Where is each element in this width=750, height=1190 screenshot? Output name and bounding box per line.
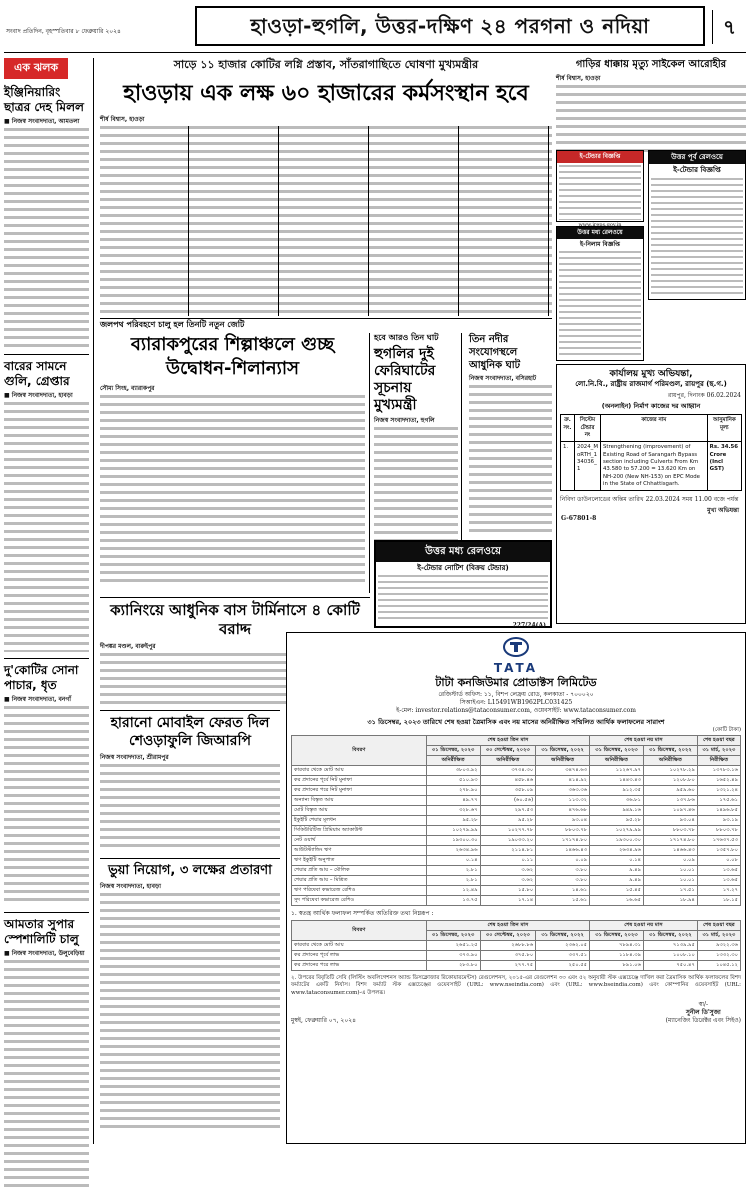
story-byline: নিজস্ব সংবাদদাতা, হাবড়া [100, 883, 161, 890]
table-cell: ১০.০১ [643, 865, 697, 875]
column-date: ৩১ ডিসেম্বর, ২০২৩ [590, 930, 644, 940]
table-cell: ১৬৫২.৪৯ [697, 775, 740, 785]
column-date: ৩১ ডিসেম্বর, ২০২৩ [590, 745, 644, 755]
lead-subhead-wrap [100, 318, 552, 330]
pwd-date: রায়পুর, দিনাংক 06.02.2024 [668, 391, 741, 399]
lead-body-text [100, 126, 552, 316]
story-byline: নিজস্ব সংবাদদাতা, হুগলি [374, 416, 435, 424]
table-cell: ৩৬.৮১ [590, 795, 644, 805]
brief-byline: ■ নিজস্ব সংবাদদাতা, উলুবেড়িয়া [4, 950, 85, 958]
row-label: কারবার থেকে মোট আয় [292, 940, 427, 950]
brief-byline: ■ নিজস্ব সংবাদদাতা, আমতলা [4, 117, 80, 125]
table-cell: ১৩.৭৫ [426, 895, 480, 905]
table-cell: ১৩.৬৫ [697, 865, 740, 875]
pwd-office: কার্যালয় মুখ্য অভিযন্তা, [609, 369, 693, 379]
story-fraud [100, 858, 280, 1144]
row-label: ঋণ ইকুইটি অনুপাত [292, 855, 427, 865]
table-row [292, 875, 741, 885]
table-cell: ১২.৪৯ [426, 885, 480, 895]
tata-unit: (কোটি টাকা) [712, 727, 741, 734]
table-cell: ১৭১৭৪.৮০ [536, 835, 590, 845]
tender-col-header: আনুমানিক মূল্য [707, 415, 741, 442]
table-cell: ৯.৪৯ [590, 865, 644, 875]
column-status: অনিরীক্ষিত [480, 755, 536, 765]
table-cell: ২৬৫১.২৫ [426, 940, 480, 950]
brief-body [4, 128, 89, 348]
table-cell: ১০.০১ [643, 875, 697, 885]
table-cell: ৩৪৭৪.৬৩ [536, 765, 590, 775]
table-cell: ১০২৭৯.৯৯ [590, 825, 644, 835]
tender-col-header: ক্র. সং. [561, 415, 575, 442]
tender-col-header: সিস্টেম টেন্ডার নং [574, 415, 600, 442]
col-group: শেষ হওয়া বছর [697, 920, 740, 930]
ner-org: উত্তর পূর্ব রেলওয়ে [649, 151, 745, 164]
table-row [292, 940, 741, 950]
story-body [556, 85, 746, 157]
pwd-title: (অনলাইন) নির্মাণ কাজের দর আহ্বান [601, 401, 701, 410]
table-cell: ১৬.৬৫ [590, 895, 644, 905]
table-cell: ৩৭৩.৯০ [426, 950, 480, 960]
table-cell: ১৭.৫১ [643, 885, 697, 895]
row-label: সুদ পরিষেবা কভারেজ রেশিও [292, 895, 427, 905]
story-barrackpore [100, 333, 370, 593]
table-cell: ১৫.৮০ [480, 885, 536, 895]
table-cell: ১৭.১৪ [480, 895, 536, 905]
table-cell: ৩৭৫.৮০ [480, 950, 536, 960]
small-ad [556, 150, 644, 222]
ncr-sale-ad [374, 540, 552, 628]
briefs-column [4, 58, 94, 1144]
table-cell: ৪৭৬.৬৮ [536, 805, 590, 815]
story-byline: নিজস্ব সংবাদদাতা, বসিরহাট [469, 375, 537, 382]
pwd-footer: নিবিদা ডাউনলোডের অন্তিম তারিখ 22.03.2024 সময় 11.00 বজে পর্যন্ত [560, 496, 739, 504]
column-status: অনিরীক্ষিত [426, 755, 480, 765]
table-cell: ৯৩.১৯ [697, 815, 740, 825]
story-headline: ভুয়া নিয়োগ, ৩ লক্ষের প্রতারণা [108, 863, 272, 878]
story-body [100, 893, 280, 1133]
col-group: শেষ হওয়া নয় মাস [590, 920, 698, 930]
table-cell: ১৮.১৫ [697, 895, 740, 905]
table-cell: ৯৫.২৮ [590, 815, 644, 825]
lead-headline: হাওড়ায় এক লক্ষ ৬০ হাজারের কর্মসংস্থান হবে [123, 81, 529, 106]
ncr-auction-ad [556, 226, 644, 361]
row-label: ইকুইটি শেয়ার মূলধন [292, 815, 427, 825]
table-cell: ১৪.৬১ [536, 885, 590, 895]
table-cell: ১০০৮.১০ [643, 950, 697, 960]
table-row [292, 825, 741, 835]
table-cell: ৩৮০৩.৯২ [426, 765, 480, 775]
pwd-ref: G-67801-8 [561, 515, 597, 523]
table-cell: ১৯৩০০.৩০ [590, 835, 644, 845]
lead-body [100, 116, 552, 316]
row-label: মোট বিস্তৃত আয় [292, 805, 427, 815]
row-label: কারবার থেকে মোট আয় [292, 765, 427, 775]
tata-sign-prefix: স্বা/- [698, 1001, 709, 1009]
lead-kicker: সাড়ে ১১ হাজার কোটির লগ্নি প্রস্তাব, সাঁতরাগাছিতে ঘোষণা মুখ্যমন্ত্রীর [173, 58, 479, 71]
table-cell: ৮৯১.০৬ [590, 960, 644, 970]
table-cell: ৮৮০৩.৭৮ [697, 825, 740, 835]
tata-note2: ২. উপরের বিবৃতিটি সেবি (লিস্টিং অবলিগেশনস অ্যান্ড ডিসক্লোজার রিকোয়ারমেন্টস) রেগুলেশনস, ২০১৫-এর রেগুলেশন ৩৩ এবং ৫২ অনুযায়ী স্টক এক্সচেঞ্জে দাখিল করা ত্রৈমাসিক আর্থিক ফলাফলের বিশদ ফর্ম্যাটের একটি নির্যাস। বিশদ ফর্ম্যাট স্টক এক্সচেঞ্জের ওয়েবসাইট (URL: www.nseindia.com) এবং (URL: www.bseindia.com) এবং কোম্পানির ওয়েবসাইট (URL: www.tataconsumer.com)-এ উপলব্ধ। [291, 974, 741, 996]
lead-headline-wrap [100, 76, 552, 116]
tata-logo-icon [503, 637, 529, 657]
story-byline: নিজস্ব সংবাদদাতা, শ্রীরামপুর [100, 754, 169, 761]
column-date: ৩০ সেপ্টেম্বর, ২০২৩ [480, 745, 536, 755]
table-cell: ১৭১৭৪.৮০ [643, 835, 697, 845]
table-cell: ১১৩.৩২ [536, 795, 590, 805]
table-cell: ১৪৪৩.৪৩ [590, 775, 644, 785]
accident-story [556, 58, 746, 148]
table-cell: ৮৮০৩.৭৮ [536, 825, 590, 835]
table-cell: ৪৯.৭৭ [426, 795, 480, 805]
column-date: ৩১ ডিসেম্বর, ২০২২ [536, 745, 590, 755]
pwd-tender-table [560, 414, 742, 491]
table-cell: ১২০৮.৮০ [643, 775, 697, 785]
table-cell: ২৬৮৮.৮৬ [480, 940, 536, 950]
row-label: শেয়ার প্রতি আয় – মৌলিক [292, 865, 427, 875]
column-date: ৩১ মার্চ, ২০২৩ [697, 745, 740, 755]
table-cell: ১৪৯৬.৮৫ [697, 805, 740, 815]
ncr-sale-title: ই-টেন্ডার নোটিশ (বিক্রয় টেন্ডার) [417, 563, 509, 572]
lead-byline: শীর্ষ বিশ্বাস, হাওড়া [100, 116, 145, 123]
table-cell: ১৯৩০০.৩০ [426, 835, 480, 845]
table-cell: ৯.৪৯ [590, 875, 644, 885]
row-label: কর প্রদানের পরে লাভ [292, 960, 427, 970]
story-ghat-block [466, 333, 552, 533]
column-status: অনিরীক্ষিত [536, 755, 590, 765]
col-group: শেষ হওয়া নয় মাস [590, 735, 698, 745]
column-status: নিরীক্ষিত [697, 755, 740, 765]
ncr-sale-body [378, 575, 548, 620]
table-cell: ১৩৩২.৩০ [697, 950, 740, 960]
row-label: সিকিউরিটিজ প্রিমিয়াম অ্যাকাউন্ট [292, 825, 427, 835]
table-row [292, 835, 741, 845]
ner-title: ই-টেন্ডার বিজ্ঞপ্তি [673, 166, 721, 175]
table-row [292, 885, 741, 895]
table-cell: ৯১২.৩৫ [590, 785, 644, 795]
table-cell: ১৫.৬১ [536, 895, 590, 905]
table-cell: ০.১৪ [426, 855, 480, 865]
column-date: ৩০ সেপ্টেম্বর, ২০২৩ [480, 930, 536, 940]
table-cell: ৯৫.২৮ [480, 815, 536, 825]
table-cell: ২৬৩৪.৯৬ [590, 845, 644, 855]
col-group: শেষ হওয়া তিন মাস [426, 920, 589, 930]
col-group: শেষ হওয়া বছর [697, 735, 740, 745]
tata-designation: (ম্যানেজিং ডিরেক্টর এবং সিইও) [665, 1017, 741, 1025]
table-cell: ১৪৬৬.৪৩ [643, 845, 697, 855]
table-cell: (৬০.৫৬) [480, 795, 536, 805]
table-row [292, 855, 741, 865]
page-header [0, 0, 750, 50]
table-cell: ৪১৪.৯২ [536, 775, 590, 785]
tender-cost: Rs. 34.56 Crore (Incl GST) [707, 442, 741, 491]
row-label: নেট ওয়ার্থ [292, 835, 427, 845]
table-cell: ১১২৬৭.৯৭ [590, 765, 644, 775]
small-ad-body [559, 165, 641, 220]
column-status: অনিরীক্ষিত [643, 755, 697, 765]
tata-signatory: সুনীল ডি'সুজা [685, 1009, 721, 1017]
table-cell: ১৩৭.৮৬ [643, 795, 697, 805]
table-cell: ১০৪৫.১২ [697, 960, 740, 970]
ncr-title: ই-নিলাম বিজ্ঞপ্তি [580, 241, 620, 249]
story-headline: হারানো মোবাইল ফেরত দিল শেওড়াফুলি জিআরপি [110, 715, 270, 749]
column-date: ৩১ ডিসেম্বর, ২০২২ [643, 930, 697, 940]
story-body [469, 385, 552, 535]
col-header: বিবরণ [292, 735, 427, 765]
table-row [292, 895, 741, 905]
table-cell: ১১৮৪.৩৯ [590, 950, 644, 960]
table-cell: ৩.৬২ [480, 875, 536, 885]
table-row [292, 950, 741, 960]
table-cell: ৩৩৭.৫১ [536, 950, 590, 960]
row-label: কর প্রদানের পূর্বে লাভ [292, 950, 427, 960]
table-cell: ২৫০.৫৫ [536, 960, 590, 970]
table-cell: ১৪৬৬.৪৩ [536, 845, 590, 855]
table-cell: ২১১৪.৮১ [480, 845, 536, 855]
table-cell: ৯৪৯.১৬ [590, 805, 644, 815]
table-cell: ২.৮১ [426, 865, 480, 875]
table-cell: ৯৫৯.৬০ [643, 785, 697, 795]
tata-results-ad: TATA টাটা কনজিউমার প্রোডাক্টস লিমিটেড রেজিস্টার্ড অফিস: ১১, বিশপ লেফ্রয় রোড, কলকাতা - ৭০০০২০ সিআইএন: L15491WB1962PLC031425 ই-মেল: investor.relations@tataconsumer.com, ওয়েবসাইট: www.tataconsumer.com ৩১ ডিসেম্বর, ২০২৩ তারিখে শেষ হওয়া ত্রৈমাসিক এবং নয় মাসের অনিরীক্ষিত সম্মিলিত আর্থিক ফলাফলের সারাংশ (কোটি টাকা) বিবরণ শেষ হওয়া তিন মাস শেষ হওয়া নয় মাস শেষ হওয়া বছর ৩১ ডিসেম্বর, ২০২৩ ৩০ সেপ্টেম্বর, ২০২৩ ৩১ ডিসেম্বর, ২০২২ ৩১ ডিসেম্বর, ২০২৩ ৩১ ডিসেম্বর, ২০২২ ৩১ মার্চ, ২০২৩ অনিরীক্ষিত অনিরীক্ষিত অনিরীক্ষিত অনিরীক্ষিত অনিরীক্ষিত নিরীক্ষিত কারবার থেকে মোট আয় ৩৮০৩.৯২ ৩৭৩৪.৩০ ৩৪৭৪.৬৩ ১১২৬৭.৯৭ ১০২৭৮.২৯ ১৩৭৮৩.১৬ কর প্রদানের পূর্বে নিট মুনাফা ৫১০.৯৩ ৪৫৮.৪৬ ৪১৪.৯২ ১৪৪৩.৪৩ ১২০৮.৮০ ১৬৫২.৪৯ কর প্রদানের পরে নিট মুনাফা ২৭৮.৯০ ৩৫৮.০৯ ৩৬৩.৩৬ ৯১২.৩৫ ৯৫৯.৬০ ১৩২১.২৪ অন্যান্য বিস্তৃত আয় ৪৯.৭৭ (৬০.৫৬) ১১৩.৩২ ৩৬.৮১ ১৩৭.৮৬ ১৭৫.৬১ মোট বিস্তৃত আয় ৩২৮.৬৭ ২৯৭.৫৩ ৪৭৬.৬৮ ৯৪৯.১৬ ১০৯৭.৪৬ ১৪৯৬.৮৫ ইকুইটি শেয়ার মূলধন ৯৫.২৮ ৯৫.২৮ ৯৩.০৪ ৯৫.২৮ ৯৩.০৪ ৯৩.১৯ সিকিউরিটিজ প্রিমিয়াম অ্যাকাউন্ট ১০২৭৯.৯৯ ১০২৭৭.৭৮ ৮৮০৩.৭৮ ১০২৭৯.৯৯ ৮৮০৩.৭৮ ৮৮০৩.৭৮ নেট ওয়ার্থ ১৯৩০০.৩০ ১৯০৩৩.২০ ১৭১৭৪.৮০ ১৯৩০০.৩০ ১৭১৭৪.৮০ ১৭৬৩৭.৫৩ আউটস্ট্যান্ডিং ঋণ ২৬৩৪.৯৬ ২১১৪.৮১ ১৪৬৬.৪৩ ২৬৩৪.৯৬ ১৪৬৬.৪৩ ১৩৫৭.৮০ ঋণ ইকুইটি অনুপাত ০.১৪ ০.১১ ০.০৯ ০.১৪ ০.০৯ ০.০৮ শেয়ার প্রতি আয় – মৌলিক ২.৮১ ৩.৬২ ৩.৮০ ৯.৪৯ ১০.০১ ১৩.৬৫ শেয়ার প্রতি আয় – মিশ্রিত ২.৮১ ৩.৬২ ৩.৮০ ৯.৪৯ ১০.০১ ১৩.৬৫ ঋণ পরিষেবা কভারেজ রেশিও ১২.৪৯ ১৫.৮০ ১৪.৬১ ১৫.৪৫ ১৭.৫১ ১৭.২৭ সুদ পরিষেবা কভারেজ রেশিও ১৩.৭৫ ১৭.১৪ ১৫.৬১ ১৬.৬৫ ১৮.৯৪ ১৮.১৫ ১. স্বতন্ত্র আর্থিক ফলাফল সম্পর্কিত অতিরিক্ত তথ্য নিম্নরূপ : বিবরণ শেষ হওয়া তিন মাস শেষ হওয়া নয় মাস শেষ হওয়া বছর ৩১ ডিসেম্বর, ২০২৩ ৩০ সেপ্টেম্বর, ২০২৩ ৩১ ডিসেম্বর, ২০২২ ৩১ ডিসেম্বর, ২০২৩ ৩১ ডিসেম্বর, ২০২২ ৩১ মার্চ, ২০২৩ কারবার থেকে মোট আয় ২৬৫১.২৫ ২৬৮৮.৮৬ ২৩৬২.০৫ ৭৮৯৪.৩১ ৭১৩৯.৯৫ ৯৩২২.৩৬ কর প্রদানের পূর্বে লাভ ৩৭৩.৯০ ৩৭৫.৮০ ৩৩৭.৫১ ১১৮৪.৩৯ ১০০৮.১০ ১৩৩২.৩০ কর প্রদানের পরে লাভ ২৮৩.৮০ ২৭৭.৭৫ ২৫০.৫৫ ৮৯১.০৬ ৭৫০.৪৭ ১০৪৫.১২ ২. উপরের বিবৃতিটি সেবি (লিস্টিং অবলিগেশনস অ্যান্ড ডিসক্লোজার রিকোয়ারমেন্টস) রেগুলেশনস, ২০১৫-এর রেগুলেশন ৩৩ এবং ৫২ অনুযায়ী স্টক এক্সচেঞ্জে দাখিল করা ত্রৈমাসিক আর্থিক ফলাফলের বিশদ ফর্ম্যাটের একটি নির্যাস। বিশদ ফর্ম্যাট স্টক এক্সচেঞ্জের ওয়েবসাইট (URL: www.nseindia.com) এবং (URL: www.bseindia.com) এবং কোম্পানির ওয়েবসাইট (URL: www.tataconsumer.com)-এ উপলব্ধ। মুম্বই, ফেব্রুয়ারি ০৭, ২০২৪ স্বা/- সুনীল ডি'সুজা (ম্যানেজিং ডিরেক্টর এবং সিইও) [286, 632, 746, 1144]
story-kicker: হবে আরও তিন ঘাট [374, 333, 439, 342]
tata-result-title: ৩১ ডিসেম্বর, ২০২৩ তারিখে শেষ হওয়া ত্রৈমাসিক এবং নয় মাসের অনিরীক্ষিত সম্মিলিত আর্থিক ফলাফলের সারাংশ [367, 718, 665, 727]
table-row [292, 765, 741, 775]
table-cell: ৩.৬২ [480, 865, 536, 875]
tata-address: রেজিস্টার্ড অফিস: ১১, বিশপ লেফ্রয় রোড, কলকাতা - ৭০০০২০ [438, 691, 594, 699]
table-cell: ২৭৮.৯০ [426, 785, 480, 795]
table-cell: ৫১০.৯৩ [426, 775, 480, 785]
table-cell: ১৩.৬৫ [697, 875, 740, 885]
story-body [100, 395, 365, 585]
table-cell: ১০২৭৮.২৯ [643, 765, 697, 775]
row-label: আউটস্ট্যান্ডিং ঋণ [292, 845, 427, 855]
column-date: ৩১ ডিসেম্বর, ২০২৩ [426, 745, 480, 755]
story-headline: ব্যারাকপুরের শিল্পাঞ্চলে গুচ্ছ উদ্বোধন-শিলান্যাস [130, 334, 335, 379]
briefs-kicker: এক ঝলক [4, 58, 68, 79]
row-label: কর প্রদানের পূর্বে নিট মুনাফা [292, 775, 427, 785]
table-cell: ১৭৬৩৭.৫৩ [697, 835, 740, 845]
table-cell: ০.০৯ [643, 855, 697, 865]
ncr-body [559, 251, 641, 356]
table-row [292, 845, 741, 855]
table-cell: ০.১৪ [590, 855, 644, 865]
brief-title: বারের সামনে গুলি, গ্রেপ্তার [4, 354, 89, 389]
brief-byline: ■ নিজস্ব সংবাদদাতা, বনগাঁ [4, 696, 72, 704]
brief-body [4, 960, 89, 1190]
table-cell: ৩.৮০ [536, 865, 590, 875]
story-headline: হুগলির দুই ফেরিঘাটের সূচনায় মুখ্যমন্ত্রী [374, 345, 436, 413]
lead-kicker-wrap [100, 58, 552, 78]
table-cell: ১৭.২৭ [697, 885, 740, 895]
brief-title: দু'কোটির সোনা পাচার, ধৃত [4, 658, 89, 693]
table-cell: ৭১৩৯.৯৫ [643, 940, 697, 950]
table-row [292, 795, 741, 805]
brief-title: ইঞ্জিনিয়ারিং ছাত্রর দেহ মিলল [4, 84, 84, 114]
table-row [292, 865, 741, 875]
column-date: ৩১ মার্চ, ২০২৩ [697, 930, 740, 940]
table-cell: ২.৮১ [426, 875, 480, 885]
table-row [292, 775, 741, 785]
table-cell: ৩৭৩৪.৩০ [480, 765, 536, 775]
tata-cin: সিআইএন: L15491WB1962PLC031425 [459, 699, 573, 707]
table-cell: ১৩৭৮৩.১৬ [697, 765, 740, 775]
story-headline: তিন নদীর সংযোগস্থলে আধুনিক ঘাট [469, 334, 521, 371]
column-date: ৩১ ডিসেম্বর, ২০২২ [643, 745, 697, 755]
table-cell: ০.১১ [480, 855, 536, 865]
tender-sl: 1. [561, 442, 575, 491]
table-cell: ২৬৩৪.৯৬ [426, 845, 480, 855]
story-headline: ক্যানিংয়ে আধুনিক বাস টার্মিনাসে ৪ কোটি বরাদ্দ [110, 601, 360, 638]
row-label: ঋণ পরিষেবা কভারেজ রেশিও [292, 885, 427, 895]
table-cell: ২৭৭.৭৫ [480, 960, 536, 970]
page-number: ৭ [712, 10, 746, 44]
table-cell: ২৩৬২.০৫ [536, 940, 590, 950]
brief-byline: ■ নিজস্ব সংবাদদাতা, হাবড়া [4, 391, 73, 399]
tata-note1: ১. স্বতন্ত্র আর্থিক ফলাফল সম্পর্কিত অতিরিক্ত তথ্য নিম্নরূপ : [291, 909, 434, 917]
tata-results-table [291, 735, 741, 906]
table-cell: ৪৫৮.৪৬ [480, 775, 536, 785]
story-byline: দীপঙ্কর মণ্ডল, বারুইপুর [100, 643, 156, 650]
tata-company: টাটা কনজিউমার প্রোডাক্টস লিমিটেড [435, 676, 597, 690]
tata-website: ওয়েবসাইট: www.tataconsumer.com [533, 707, 636, 715]
brief-body [4, 706, 89, 906]
table-cell: ১৫.৪৫ [590, 885, 644, 895]
table-cell: ২৯৭.৫৩ [480, 805, 536, 815]
tata-brand: TATA [493, 661, 539, 676]
tender-col-header: কাজের নাম [601, 415, 708, 442]
table-cell: ৯৩.০৪ [643, 815, 697, 825]
table-cell: ১০৯৭.৪৬ [643, 805, 697, 815]
row-label: অন্যান্য বিস্তৃত আয় [292, 795, 427, 805]
table-cell: ৩৬৩.৩৬ [536, 785, 590, 795]
ncr-sale-ref: 227/24(A) [512, 621, 546, 629]
table-row [292, 815, 741, 825]
table-cell: ১০২৭৭.৭৮ [480, 825, 536, 835]
tender-work: Strengthening (improvement) of Existing Road of Sarangarh Bypass section including Culverts From Km 43.580 to 57.200 = 13.620 Km on NH-200 (New NH-153) on EPC Mode in the State of Chhattisgarh. [601, 442, 708, 491]
section-title: হাওড়া-হুগলি, উত্তর-দক্ষিণ ২৪ পরগনা ও নদিয়া [250, 13, 650, 38]
row-label: কর প্রদানের পরে নিট মুনাফা [292, 785, 427, 795]
table-cell: ৯৫.২৮ [426, 815, 480, 825]
table-cell: ০.০৮ [697, 855, 740, 865]
table-cell: ৯৩২২.৩৬ [697, 940, 740, 950]
table-cell: ৭৫০.৪৭ [643, 960, 697, 970]
story-byline: শীর্ষ বিশ্বাস, হাওড়া [556, 74, 601, 82]
table-cell: ১০২৭৯.৯৯ [426, 825, 480, 835]
story-byline: সৌম্য সিংহ, ব্যারাকপুর [100, 385, 155, 392]
table-cell: ০.০৯ [536, 855, 590, 865]
table-cell: ১৩৫৭.৮০ [697, 845, 740, 855]
date-line: সংবাদ প্রতিদিন, বৃহস্পতিবার ৮ ফেব্রুয়ারি ২০২৪ [6, 28, 121, 35]
table-cell: ১৩২১.২৪ [697, 785, 740, 795]
pwd-signature: মুখ্য অভিযন্তা [707, 507, 739, 515]
table-cell: ৩.৮০ [536, 875, 590, 885]
col-header: বিবরণ [292, 920, 427, 940]
tata-place-date: মুম্বই, ফেব্রুয়ারি ০৭, ২০২৪ [291, 1017, 357, 1025]
table-cell: ৮৮০৩.৭৮ [643, 825, 697, 835]
table-cell: ১৭৫.৬১ [697, 795, 740, 805]
table-row [292, 805, 741, 815]
column-date: ৩১ ডিসেম্বর, ২০২২ [536, 930, 590, 940]
table-cell: ৭৮৯৪.৩১ [590, 940, 644, 950]
brief-title: আমতার সুপার স্পেশালিটি চালু [4, 912, 89, 947]
row-label: শেয়ার প্রতি আয় – মিশ্রিত [292, 875, 427, 885]
lead-subhead: জলপথ পরিবহণে চালু হল তিনটি নতুন জেটি [100, 320, 245, 329]
section-masthead [195, 6, 705, 46]
table-cell: ৩২৮.৬৭ [426, 805, 480, 815]
pwd-office2: লো.নি.বি., রাষ্ট্রীয় রাজমার্গ পরিমণ্ডল, রায়পুর (ছ.গ.) [575, 380, 727, 389]
small-ad-title: ই-টেন্ডার বিজ্ঞপ্তি [557, 151, 643, 163]
story-mobile [100, 710, 280, 855]
story-body [100, 764, 280, 849]
ncr-sale-org: উত্তর মধ্য রেলওয়ে [376, 542, 550, 562]
ncr-org: উত্তর মধ্য রেলওয়ে [557, 227, 643, 239]
tata-email: ই-মেল: investor.relations@tataconsumer.com [396, 707, 530, 715]
story-headline: গাড়ির ধাক্কায় মৃত্যু সাইকেল আরোহীর [575, 59, 727, 70]
brief-body [4, 402, 89, 652]
tender-no: 2024_MoRTH_134036_1 [574, 442, 600, 491]
table-cell: ৯৩.০৪ [536, 815, 590, 825]
ner-tender-ad [648, 150, 746, 300]
tata-standalone-table [291, 920, 741, 971]
table-cell: ২৮৩.৮০ [426, 960, 480, 970]
table-cell: ১৯০৩৩.২০ [480, 835, 536, 845]
col-group: শেষ হওয়া তিন মাস [426, 735, 589, 745]
table-row [292, 960, 741, 970]
column-date: ৩১ ডিসেম্বর, ২০২৩ [426, 930, 480, 940]
header-rule [4, 52, 746, 53]
table-cell: ১৮.৯৪ [643, 895, 697, 905]
table-row [292, 785, 741, 795]
pwd-tender-ad [556, 364, 746, 624]
table-cell: ৩৫৮.০৯ [480, 785, 536, 795]
ner-body [651, 178, 743, 298]
column-status: অনিরীক্ষিত [590, 755, 644, 765]
